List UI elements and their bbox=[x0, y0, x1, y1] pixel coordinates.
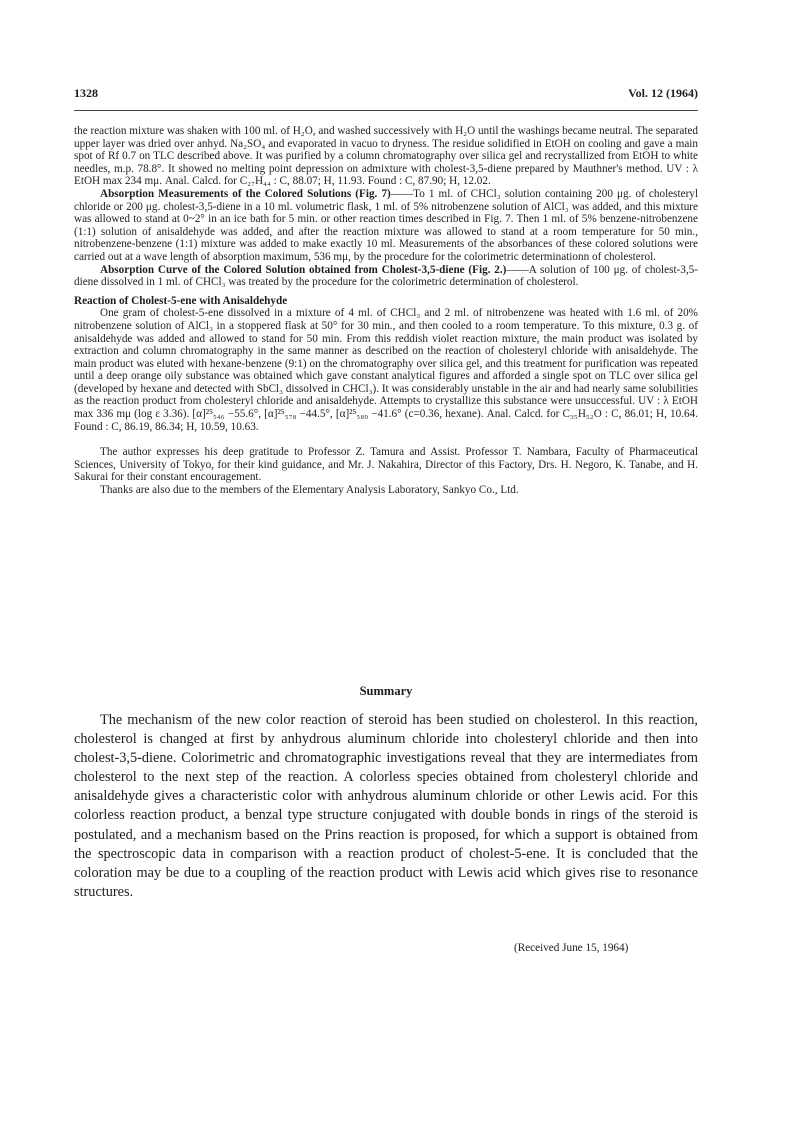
summary-section bbox=[74, 711, 698, 902]
received-date: (Received June 15, 1964) bbox=[514, 942, 629, 954]
paragraph-absorption-measurements bbox=[74, 188, 698, 264]
body-text bbox=[74, 125, 698, 497]
summary-heading: Summary bbox=[359, 684, 413, 698]
header-rule bbox=[74, 110, 698, 111]
paragraph-absorption-curve bbox=[74, 264, 698, 289]
volume-label: Vol. 12 (1964) bbox=[628, 86, 698, 100]
acknowledgement-paragraph: Thanks are also due to the members of the Elementary Analysis Laboratory, Sankyo Co., Ltd. bbox=[100, 484, 519, 497]
page-number: 1328 bbox=[74, 86, 98, 100]
paragraph-procedure-continued: the reaction mixture was shaken with 100 ml. of H₂O, and washed successively with H₂O until the washings became neutral. The separated upper layer was dried over anhyd. Na₂SO₄ and evaporated in vacuo to dryness. The residue solidified in EtOH on cooling and gave a main spot of Rf 0.7 on TLC described above. It was purified by a column chromatography over silica gel and recrystallized from EtOH to white needles, m.p. 78.8°. It showed no melting point depression on admixture with cholest-3,5-diene prepared by Mauthner's method. UV : λ EtOH max 234 mμ. Anal. Calcd. for C₂₇H₄₄ : C, 88.07; H, 11.93. Found : C, 87.90; H, 12.02. bbox=[74, 125, 698, 188]
paragraph-cholestene-reaction: One gram of cholest-5-ene dissolved in a mixture of 4 ml. of CHCl₃ and 2 ml. of nitrobenzene was heated with 1.6 ml. of 20% nitrobenzene solution of AlCl₃ in a stoppered flask at 50° for 30 min., and then cooled to a room temperature. To this mixture, 0.3 g. of anisaldehyde was added and allowed to stand for 50 min. From this reddish violet reaction mixture, the main product was isolated by extraction and column chromatography in the same manner as described on the reaction of cholesteryl chloride with anisaldehyde. The main product was eluted with hexane-benzene (9:1) on the chromatography over silica gel, and this treatment for purification was repeated until a deep orange oily substance was obtained which gave constant analytical figures and afforded a single spot on TLC over silica gel (developed by hexane and detected with SbCl₃ dissolved in CHCl₃). It was considerably unstable in the air and had nearly same solubilities as the reaction product from cholesteryl chloride and anisaldehyde. Attempts to crystallize this substance were unsuccessful. UV : λ EtOH max 336 mμ (log ε 3.36). [α]²⁵₅₄₆ −55.6°, [α]²⁵₅₇₈ −44.5°, [α]²⁵₅₈₉ −41.6° (c=0.36, hexane). Anal. Calcd. for C₃₅H₅₂O : C, 86.01; H, 10.64. Found : C, 86.19, 86.34; H, 10.59, 10.63. bbox=[74, 307, 698, 433]
run-in-heading: Absorption Measurements of the Colored Solutions (Fig. 7) bbox=[100, 187, 391, 200]
run-in-heading: Absorption Curve of the Colored Solution obtained from Cholest-3,5-diene (Fig. 2.) bbox=[100, 263, 507, 276]
summary-text: The mechanism of the new color reaction of steroid has been studied on cholesterol. In this reaction, cholesterol is changed at first by anhydrous aluminum chloride into cholesteryl chloride and then into cholest-3,5-diene. Colorimetric and chromatographic investigations reveal that they are intermediates from cholesterol to the next step of the reaction. A colorless species obtained from cholesteryl chloride and anisaldehyde gives a characteristic color with anhydrous aluminum chloride or other Lewis acid. For this colorless reaction product, a benzal type structure conjugated with double bonds in rings of the steroid is postulated, and a mechanism based on the Prins reaction is proposed, for which a support is obtained from the spectroscopic data in comparison with a reaction product of cholest-5-ene. It is concluded that the coloration may be due to a coupling of the reaction product with Lewis acid which gives rise to resonance structures. bbox=[74, 712, 698, 900]
section-heading: Reaction of Cholest-5-ene with Anisaldehyde bbox=[74, 294, 288, 307]
acknowledgement-paragraph: The author expresses his deep gratitude to Professor Z. Tamura and Assist. Professor T. Nambara, Faculty of Pharmaceutical Sciences, University of Tokyo, for their kind guidance, and Mr. J. Nakahira, Director of this Factory, Drs. H. Negoro, K. Tanabe, and H. Sakurai for their constant encouragement. bbox=[74, 446, 698, 484]
paragraph-text: ——To 1 ml. of CHCl₃ solution containing 200 μg. of cholesteryl chloride or 200 μg. cholest-3,5-diene in a 10 ml. volumetric flask, 1 ml. of 5% nitrobenzene solution of AlCl₃ was added, and this mixture was allowed to stand at 0~2° in an ice bath for 5 min. or other reaction times described in Fig. 7. Then 1 ml. of 5% benzene-nitrobenzene (1:1) solution of anisaldehyde was added, and after the reaction mixture was allowed to stand at a room temperature for 50 min., nitrobenzene-benzene (1:1) mixture was added to make exactly 10 ml. Measurements of the absorbances of these colored solutions were carried out at a wave length of absorption maximum, 536 mμ, by the procedure for the colorimetric determinationn of cholesterol. bbox=[74, 187, 698, 263]
page-header bbox=[74, 86, 698, 106]
paragraph-text: ——A solution of 100 μg. of cholest-3,5-diene dissolved in 1 ml. of CHCl₃ was treated by the procedure for the colorimetric determination of cholesterol. bbox=[74, 263, 698, 289]
